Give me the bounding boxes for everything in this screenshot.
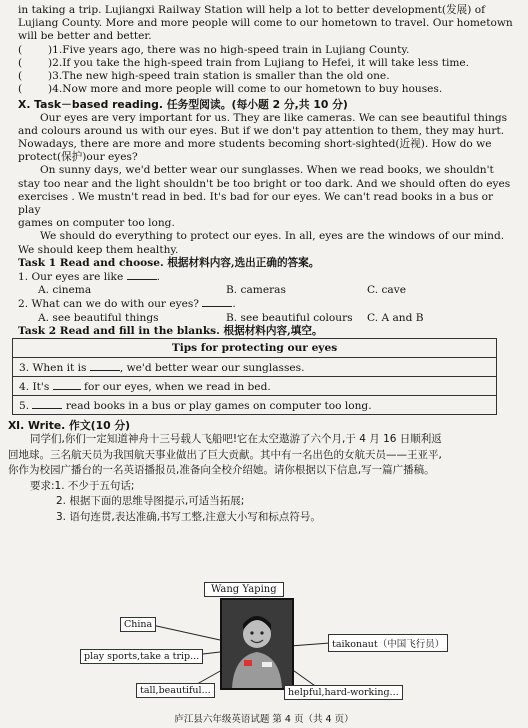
option-b[interactable]: B. cameras (226, 284, 286, 297)
task-2-title: Task 2 Read and fill in the blanks. 根据材料内容,填空。 (18, 324, 323, 337)
tf-number: )2. (48, 56, 63, 69)
passage-line: We should keep them healthy. (18, 243, 179, 256)
tf-question-1 (18, 44, 528, 57)
mindmap-tall: tall,beautiful... (136, 683, 215, 698)
tf-question-3 (18, 70, 528, 83)
tf-paren[interactable]: ( (18, 70, 23, 83)
reading-passage (0, 112, 528, 257)
mindmap-taikonaut: taikonaut（中国飞行员） (328, 634, 448, 652)
mind-map (0, 580, 528, 710)
passage-line: exercises . We mustn't read in bed. It's bad for our eyes. We can't read books in a bus or play (18, 190, 494, 217)
astronaut-portrait-icon (222, 600, 292, 688)
table-row (13, 377, 497, 396)
tf-text: Now more and more people will come to our hometown to buy houses. (62, 83, 443, 96)
question-2-stem (0, 297, 528, 311)
intro-line: 同学们,你们一定知道神舟十三号载人飞船吧!它在太空遨游了六个月,于 4 月 16 日顺利返 (30, 433, 442, 446)
task-1-title: Task 1 Read and choose. 根据材料内容,选出正确的答案。 (18, 256, 320, 269)
option-c[interactable]: C. A and B (367, 311, 424, 324)
tf-text: Five years ago, there was no high-speed train in Lujiang County. (62, 43, 410, 56)
blank-5[interactable] (32, 399, 62, 409)
mindmap-sports: play sports,take a trip... (80, 649, 203, 664)
row-4-suffix: for our eyes, when we read in bed. (84, 380, 271, 393)
section-10-title: Ⅹ. Task－based reading. 任务型阅读。(每小题 2 分,共 10 分) (18, 98, 348, 112)
question-2-options (0, 312, 528, 325)
passage-line: We should do everything to protect our eyes. In all, eyes are the windows of our mind. (40, 230, 505, 243)
tf-paren[interactable]: ( (18, 83, 23, 96)
page-footer: 庐江县六年级英语试题 第 4 页（共 4 页） (174, 714, 354, 725)
question-1-period: . (156, 271, 160, 284)
passage-line: Our eyes are very important for us. They are like cameras. We can see beautiful things (40, 111, 508, 124)
center-name-box: Wang Yaping (204, 582, 284, 597)
passage-line: Nowadays, there are more and more students becoming short-sighted(近视). How do we (18, 138, 492, 151)
portrait (220, 598, 294, 690)
tips-table (12, 338, 497, 415)
passage-line: in taking a trip. Lujiangxi Railway Station will help a lot to better development(发展) of (18, 4, 486, 16)
passage-tail (0, 4, 528, 525)
question-1-options (0, 284, 528, 297)
tf-text: The new high-speed train station is smaller than the old one. (62, 70, 390, 83)
passage-line: protect(保护)our eyes? (18, 151, 138, 164)
passage-line: Lujiang County. More and more people will come to our hometown to travel. Our hometown (18, 17, 513, 30)
tf-paren[interactable]: ( (18, 43, 23, 56)
passage-line: and colours around us with our eyes. But if we don't pay attention to them, they may hurt. (18, 124, 505, 137)
question-1-blank[interactable] (127, 270, 157, 280)
mindmap-china: China (120, 617, 156, 632)
tf-number: )1. (48, 43, 63, 56)
row-3-prefix: 3. When it is (19, 361, 87, 374)
tf-text: If you take the high-speed train from Lujiang to Hefei, it will take less time. (62, 56, 470, 69)
option-c[interactable]: C. cave (367, 284, 406, 297)
intro-line: 你作为校园广播台的一名英语播报员,准备向全校介绍她。请你根据以下信息,写一篇广播稿。 (8, 464, 435, 477)
tips-table-header: Tips for protecting our eyes (13, 339, 497, 358)
question-2-blank[interactable] (202, 297, 232, 307)
question-2-text: 2. What can we do with our eyes? (18, 298, 199, 311)
row-4-prefix: 4. It's (19, 380, 50, 393)
mindmap-helpful: helpful,hard-working... (284, 685, 403, 700)
row-5-suffix: read books in a bus or play games on computer too long. (65, 399, 372, 412)
blank-3[interactable] (90, 361, 120, 371)
row-3-suffix: , we'd better wear our sunglasses. (119, 361, 305, 374)
blank-4[interactable] (53, 380, 81, 390)
writing-instructions (0, 432, 528, 525)
requirement-1: 要求:1. 不少于五句话; (30, 479, 135, 492)
row-5-prefix: 5. (19, 399, 30, 412)
passage-line: On sunny days, we'd better wear our sunglasses. When we read books, we shouldn't (40, 164, 494, 177)
tf-question-4 (18, 83, 528, 96)
section-11-title: Ⅺ. Write. 作文(10 分) (8, 419, 131, 433)
tf-number: )4. (48, 83, 63, 96)
option-b[interactable]: B. see beautiful colours (226, 311, 353, 324)
passage-line: games on computer too long. (18, 217, 175, 230)
option-a[interactable]: A. see beautiful things (38, 311, 159, 324)
passage-line: stay too near and the light shouldn't be too bright or too dark. And we should often do eyes (18, 177, 511, 190)
question-1-text: 1. Our eyes are like (18, 271, 124, 284)
passage-line: will be better and better. (18, 30, 152, 43)
table-row (13, 396, 497, 415)
tf-question-2 (18, 57, 528, 70)
true-false-questions (0, 44, 528, 97)
intro-line: 回地球。三名航天员为我国航天事业做出了巨大贡献。其中有一名出色的女航天员——王亚平, (8, 448, 442, 461)
requirement-2: 2. 根据下面的思维导图提示,可适当拓展; (56, 495, 245, 508)
tf-paren[interactable]: ( (18, 56, 23, 69)
question-2-period: . (232, 298, 236, 311)
question-1-stem (0, 270, 528, 284)
option-a[interactable]: A. cinema (38, 284, 92, 297)
requirement-3: 3. 语句连贯,表达准确,书写工整,注意大小写和标点符号。 (56, 510, 321, 523)
tf-number: )3. (48, 70, 63, 83)
table-row (13, 358, 497, 377)
